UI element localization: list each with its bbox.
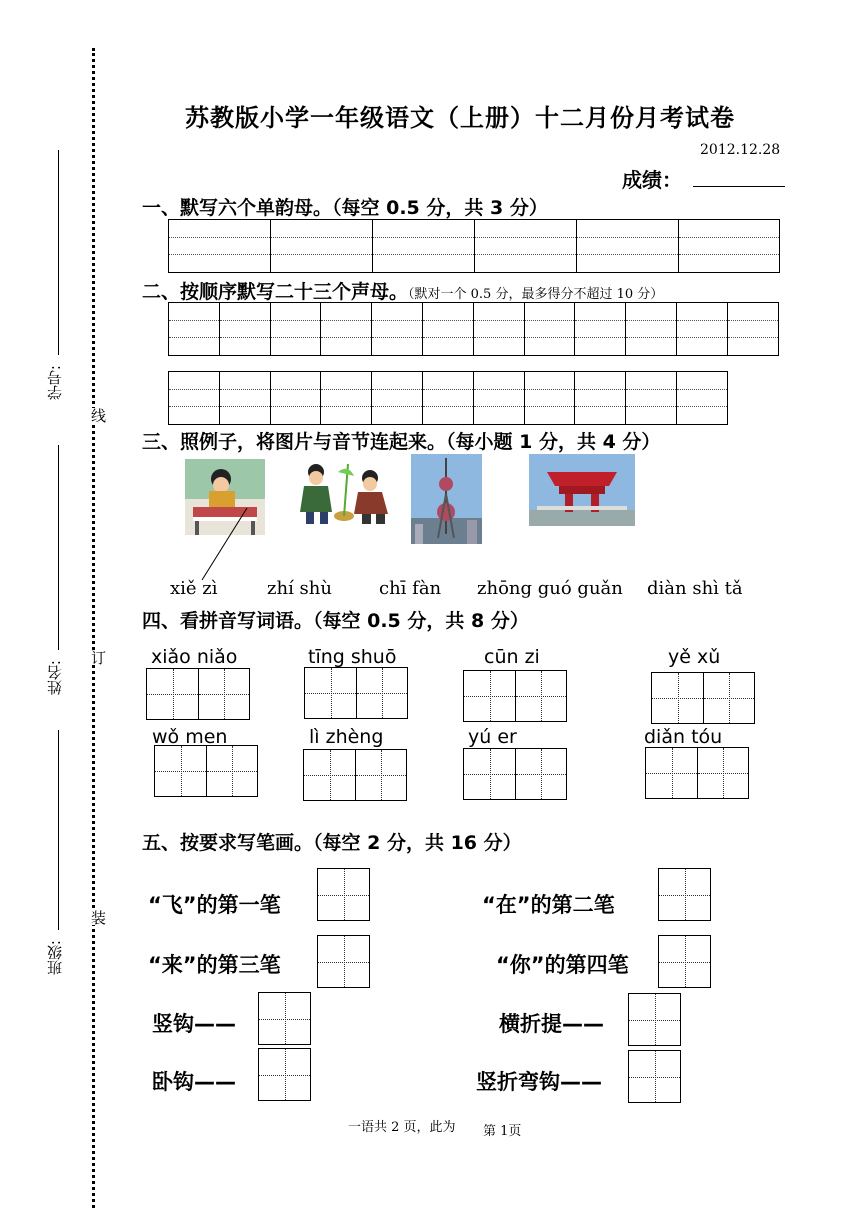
q2-cell[interactable] (371, 372, 422, 424)
q2-cell[interactable] (219, 372, 270, 424)
class-label: 班级: (46, 940, 64, 976)
q4-writing-grid[interactable] (304, 667, 408, 719)
stroke-prompt: 卧钩—— (152, 1070, 236, 1094)
q2-cell[interactable] (422, 372, 473, 424)
stroke-answer-grid[interactable] (658, 935, 711, 988)
q2-cell[interactable] (168, 303, 219, 355)
q1-cell[interactable] (474, 220, 576, 272)
q2-cell[interactable] (320, 303, 371, 355)
syllable-5[interactable]: diàn shì tǎ (647, 578, 743, 599)
q2-cell[interactable] (270, 372, 321, 424)
pinyin-word: tīng shuō (308, 646, 397, 668)
q1-cell[interactable] (168, 220, 270, 272)
pinyin-word: lì zhèng (309, 726, 384, 748)
stroke-answer-grid[interactable] (628, 993, 681, 1046)
stroke-answer-grid[interactable] (628, 1050, 681, 1103)
stroke-answer-grid[interactable] (317, 935, 370, 988)
stroke-answer-grid[interactable] (258, 1048, 311, 1101)
q2-cell[interactable] (524, 303, 575, 355)
stroke-prompt: “在”的第二笔 (482, 893, 615, 917)
question-2-note: （默对一个 0.5 分，最多得分不超过 10 分） (408, 287, 664, 302)
q2-cell[interactable] (473, 303, 524, 355)
student-id-blank[interactable] (58, 150, 59, 355)
q2-cell[interactable] (676, 372, 727, 424)
stroke-answer-grid[interactable] (658, 868, 711, 921)
syllable-2[interactable]: zhí shù (267, 578, 332, 599)
stroke-answer-grid[interactable] (258, 992, 311, 1045)
pinyin-word: yú er (468, 726, 517, 748)
q2-cell[interactable] (676, 303, 727, 355)
q4-writing-grid[interactable] (303, 749, 407, 801)
stroke-prompt: “来”的第三笔 (148, 953, 281, 977)
q4-writing-grid[interactable] (154, 745, 258, 797)
tv-tower-picture (411, 454, 482, 544)
q4-writing-grid[interactable] (463, 748, 567, 800)
q2-cell[interactable] (473, 372, 524, 424)
q1-cell[interactable] (678, 220, 779, 272)
pinyin-word: cūn zi (484, 646, 540, 668)
pinyin-word: xiǎo niǎo (151, 646, 238, 668)
stroke-prompt: “你”的第四笔 (496, 953, 629, 977)
pinyin-word: diǎn tóu (644, 726, 723, 748)
q1-pinyin-grid[interactable] (168, 219, 780, 273)
question-3-heading: 三、照例子，将图片与音节连起来。（每小题 1 分，共 4 分） (142, 431, 661, 453)
question-5-heading: 五、按要求写笔画。（每空 2 分，共 16 分） (142, 832, 522, 854)
q2-cell[interactable] (625, 372, 676, 424)
q4-writing-grid[interactable] (651, 672, 755, 724)
page-title: 苏教版小学一年级语文（上册）十二月份月考试卷 (185, 103, 735, 132)
children-eating-picture (292, 458, 396, 530)
name-label: 姓名: (46, 660, 64, 696)
q2-cell[interactable] (574, 303, 625, 355)
stroke-prompt: 竖折弯钩—— (476, 1070, 602, 1094)
binding-char-bind: 装 (89, 910, 107, 925)
footer-page-number: 第 1页 (483, 1124, 522, 1139)
q1-cell[interactable] (576, 220, 678, 272)
q2-cell[interactable] (574, 372, 625, 424)
question-4-heading: 四、看拼音写词语。（每空 0.5 分，共 8 分） (142, 610, 529, 632)
q2-cell[interactable] (422, 303, 473, 355)
binding-dotted-line (92, 48, 95, 1208)
q4-writing-grid[interactable] (463, 670, 567, 722)
pinyin-word: yě xǔ (668, 646, 721, 668)
q1-cell[interactable] (270, 220, 372, 272)
q2-cell[interactable] (320, 372, 371, 424)
name-blank[interactable] (58, 445, 59, 650)
pinyin-word: wǒ men (152, 726, 228, 748)
question-1-heading: 一、默写六个单韵母。（每空 0.5 分，共 3 分） (142, 197, 548, 219)
syllable-1[interactable]: xiě zì (170, 578, 218, 599)
q4-writing-grid[interactable] (645, 747, 749, 799)
q2-cell[interactable] (625, 303, 676, 355)
q2-cell[interactable] (219, 303, 270, 355)
example-connecting-line (195, 505, 255, 585)
binding-char-staple: 订 (89, 650, 107, 665)
exam-date: 2012.12.28 (700, 142, 781, 158)
footer-page-count: 一语共 2 页，此为 (348, 1120, 456, 1135)
q1-cell[interactable] (372, 220, 474, 272)
q2-grid-row-2[interactable] (168, 371, 728, 425)
stroke-prompt: 竖钩—— (152, 1012, 236, 1036)
question-2-heading (142, 277, 663, 304)
q2-cell[interactable] (168, 372, 219, 424)
stroke-prompt: 横折提—— (499, 1012, 604, 1036)
question-2-text: 二、按顺序默写二十三个声母。 (142, 281, 409, 303)
q2-cell[interactable] (371, 303, 422, 355)
syllable-3[interactable]: chī fàn (379, 578, 442, 599)
stroke-prompt: “飞”的第一笔 (148, 893, 281, 917)
q2-cell[interactable] (727, 303, 778, 355)
q2-grid-row-1[interactable] (168, 302, 779, 356)
q4-writing-grid[interactable] (146, 668, 250, 720)
q2-cell[interactable] (270, 303, 321, 355)
binding-char-line: 线 (89, 408, 107, 423)
score-blank[interactable] (693, 186, 785, 187)
score-label: 成绩： (622, 168, 682, 192)
student-id-label: 学号: (46, 365, 64, 401)
class-blank[interactable] (58, 730, 59, 930)
q2-cell[interactable] (524, 372, 575, 424)
stroke-answer-grid[interactable] (317, 868, 370, 921)
china-pavilion-picture (529, 454, 635, 526)
syllable-4[interactable]: zhōng guó guǎn (477, 578, 623, 599)
